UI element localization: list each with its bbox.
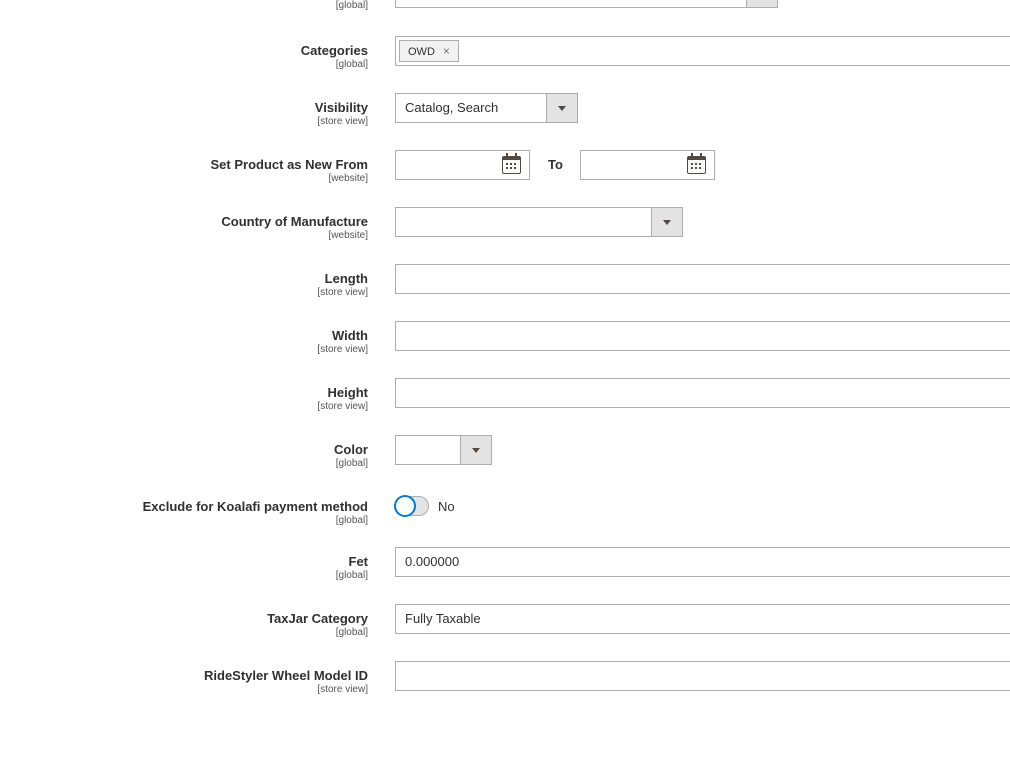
color-select[interactable] [395,435,492,465]
length-label-col [0,264,368,298]
height-scope: [store view] [317,401,368,412]
width-label: Width [332,328,368,343]
height-label: Height [327,385,368,400]
categories-label: Categories [300,43,368,58]
chevron-down-icon [663,220,671,225]
new-to-label: To [548,157,563,172]
visibility-label-col [0,93,368,127]
calendar-icon[interactable] [687,156,706,174]
top-field-input[interactable] [395,0,778,8]
koalafi-toggle-wrap [395,496,455,516]
chevron-down-icon [472,448,480,453]
length-input[interactable] [395,264,1010,294]
fet-input[interactable]: 0.000000 [395,547,1010,577]
country-dropdown-button[interactable] [651,208,682,236]
new-from-scope: [website] [328,173,368,184]
height-input[interactable] [395,378,1010,408]
close-icon[interactable]: × [442,44,450,58]
fet-row [0,547,1010,581]
fet-scope: [global] [335,570,368,581]
top-field-button[interactable] [746,0,777,7]
calendar-icon[interactable] [502,156,521,174]
taxjar-label: TaxJar Category [267,611,368,626]
height-row [0,378,1010,412]
visibility-dropdown-button[interactable] [546,94,577,122]
color-label-col [0,435,368,469]
categories-row [0,36,1010,70]
new-from-label-col [0,150,368,184]
fet-label-col [0,547,368,581]
chevron-down-icon [558,106,566,111]
taxjar-row [0,604,1010,638]
categories-scope: [global] [335,59,368,70]
koalafi-label: Exclude for Koalafi payment method [142,499,368,514]
taxjar-select[interactable]: Fully Taxable [395,604,1010,634]
length-row [0,264,1010,298]
country-select[interactable] [395,207,683,237]
category-tag[interactable] [399,40,459,62]
categories-multiselect[interactable] [395,36,1010,66]
top-field-label-col [0,0,368,11]
ridestyler-label: RideStyler Wheel Model ID [204,668,368,683]
length-scope: [store view] [317,287,368,298]
country-label-col [0,207,368,241]
fet-label: Fet [348,554,368,569]
new-from-row [0,150,1010,184]
width-input[interactable] [395,321,1010,351]
visibility-scope: [store view] [317,116,368,127]
visibility-label: Visibility [314,100,368,115]
width-scope: [store view] [317,344,368,355]
koalafi-toggle-switch[interactable] [395,496,429,516]
color-scope: [global] [335,458,368,469]
color-dropdown-button[interactable] [460,436,491,464]
new-from-date-input[interactable] [395,150,530,180]
ridestyler-scope: [store view] [317,684,368,695]
new-from-label: Set Product as New From [210,157,368,172]
color-row [0,435,1010,469]
ridestyler-row [0,661,1010,695]
top-field-scope: [global] [335,0,368,11]
visibility-select[interactable] [395,93,578,123]
country-label: Country of Manufacture [221,214,368,229]
category-tag-text: OWD [408,46,435,58]
new-to-date-input[interactable] [580,150,715,180]
ridestyler-input[interactable] [395,661,1010,691]
taxjar-label-col [0,604,368,638]
visibility-row [0,93,1010,127]
koalafi-label-col [0,492,368,526]
toggle-knob [395,496,415,516]
taxjar-scope: [global] [335,627,368,638]
color-label: Color [334,442,368,457]
length-label: Length [324,271,368,286]
width-label-col [0,321,368,355]
height-label-col [0,378,368,412]
categories-label-col [0,36,368,70]
koalafi-scope: [global] [335,515,368,526]
visibility-value: Catalog, Search [405,100,499,115]
koalafi-row [0,492,1010,526]
koalafi-toggle-label: No [438,498,455,514]
ridestyler-label-col [0,661,368,695]
country-scope: [website] [328,230,368,241]
width-row [0,321,1010,355]
country-row [0,207,1010,241]
